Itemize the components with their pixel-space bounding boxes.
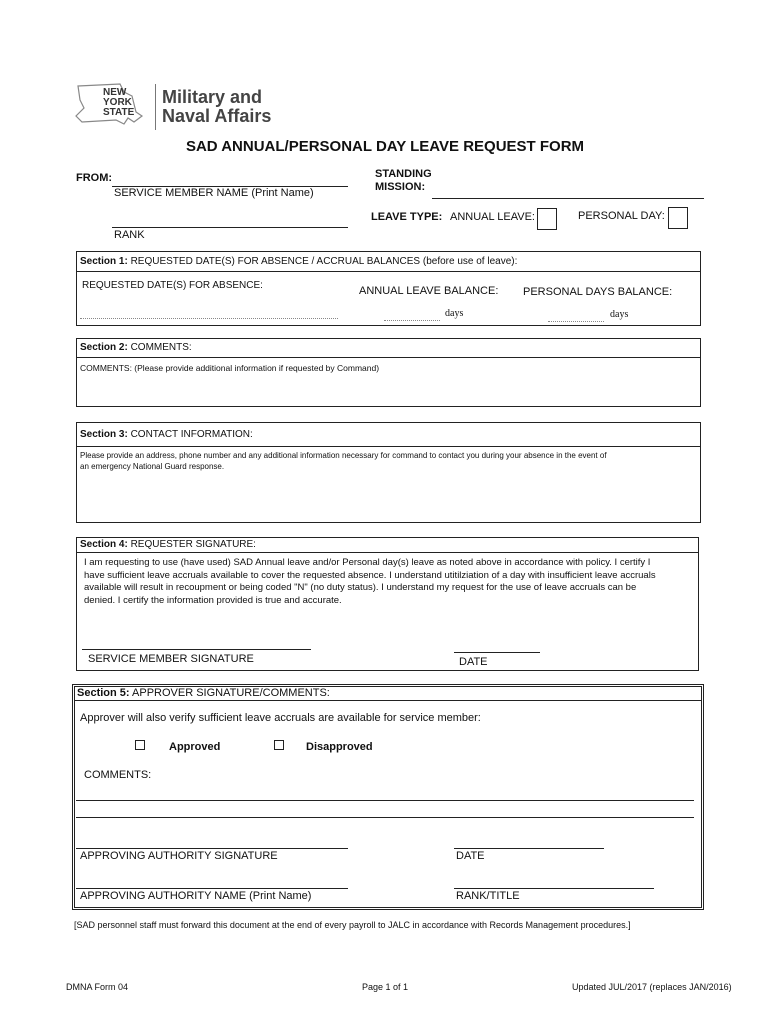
section-2-subtitle: COMMENTS:: [130, 342, 192, 353]
mission-label: MISSION:: [375, 181, 426, 193]
state-logo-line-2: YORK: [103, 97, 132, 108]
approver-comments-label: COMMENTS:: [84, 769, 152, 781]
agency-name: [162, 88, 271, 126]
standing-label: STANDING: [375, 168, 432, 180]
requested-dates-label: REQUESTED DATE(S) FOR ABSENCE:: [82, 280, 263, 291]
contact-instruction: [80, 450, 607, 472]
form-title: SAD ANNUAL/PERSONAL DAY LEAVE REQUEST FORM: [185, 138, 585, 155]
contact-instruction-line-2: an emergency National Guard response.: [80, 462, 225, 471]
section-5-subtitle: APPROVER SIGNATURE/COMMENTS:: [132, 687, 330, 699]
approving-authority-signature-caption: APPROVING AUTHORITY SIGNATURE: [80, 850, 278, 862]
section-5-title: Section 5:: [77, 687, 130, 699]
approved-label: Approved: [169, 741, 221, 753]
annual-leave-balance-field[interactable]: [384, 320, 440, 321]
section-3-heading: [80, 429, 253, 440]
section-3-subtitle: CONTACT INFORMATION:: [130, 429, 253, 440]
section-2-heading: [80, 342, 192, 353]
annual-leave-checkbox[interactable]: [537, 208, 557, 230]
section-4-subtitle: REQUESTER SIGNATURE:: [130, 539, 256, 550]
service-member-signature-line[interactable]: [82, 649, 311, 650]
state-logo-line-3: STATE: [103, 107, 135, 118]
from-label: FROM:: [76, 172, 113, 184]
personal-days-balance-field[interactable]: [548, 321, 604, 322]
certification-line-4: denied. I certify the information provided is true and accurate.: [84, 594, 342, 606]
leave-type-label: LEAVE TYPE:: [371, 211, 443, 223]
approving-authority-signature-line[interactable]: [76, 848, 348, 849]
comments-instruction: COMMENTS: (Please provide additional information if requested by Command): [80, 363, 380, 373]
state-logo-text: [103, 88, 134, 118]
certification-text: [84, 557, 656, 607]
section-1-heading: [80, 256, 517, 267]
requester-date-caption: DATE: [459, 656, 488, 668]
annual-leave-balance-label: ANNUAL LEAVE BALANCE:: [359, 285, 499, 297]
approver-verify-text: Approver will also verify sufficient leave accruals are available for service member:: [80, 712, 481, 724]
personal-days-balance-label: PERSONAL DAYS BALANCE:: [523, 286, 673, 298]
rank-title-caption: RANK/TITLE: [456, 890, 520, 902]
approving-authority-name-line[interactable]: [76, 888, 348, 889]
rank-line[interactable]: [112, 227, 348, 228]
section-1-title: Section 1:: [80, 256, 128, 267]
rank-caption: RANK: [114, 229, 145, 241]
approved-checkbox[interactable]: [135, 740, 145, 750]
agency-name-line-1: Military and: [162, 87, 263, 107]
personal-days-unit: days: [610, 309, 629, 320]
disapproved-checkbox[interactable]: [274, 740, 284, 750]
standing-mission-line[interactable]: [432, 198, 704, 199]
certification-line-1: I am requesting to use (have used) SAD Annual leave and/or Personal day(s) leave as noted above in accordance with policy. I certify I: [84, 557, 651, 568]
service-member-name-caption: SERVICE MEMBER NAME (Print Name): [114, 187, 314, 199]
requested-dates-field[interactable]: [80, 318, 338, 319]
contact-instruction-line-1: Please provide an address, phone number and any additional information necessary for command to contact you during your absence in the event of: [80, 451, 607, 460]
agency-name-line-2: Naval Affairs: [162, 106, 272, 126]
section-4-heading: [80, 539, 256, 550]
logo-divider: [155, 84, 156, 130]
requester-date-line[interactable]: [454, 652, 540, 653]
section-1-subtitle: REQUESTED DATE(S) FOR ABSENCE / ACCRUAL BALANCES (before use of leave):: [130, 256, 518, 267]
personal-day-label: PERSONAL DAY:: [578, 210, 665, 222]
section-5-heading: [77, 687, 330, 699]
approver-comments-line-2[interactable]: [76, 817, 694, 818]
updated-date: Updated JUL/2017 (replaces JAN/2016): [572, 982, 732, 992]
certification-line-3: available will result in recoupment or being coded "N" (no duty status). I understand my request for the use of leave accruals can be: [84, 582, 637, 593]
records-note: [SAD personnel staff must forward this document at the end of every payroll to JALC in accordance with Records Management procedures.]: [74, 920, 631, 930]
state-logo-line-1: NEW: [103, 87, 127, 98]
annual-days-unit: days: [445, 308, 464, 319]
rank-title-line[interactable]: [454, 888, 654, 889]
page-number: Page 1 of 1: [362, 982, 409, 992]
approving-authority-name-caption: APPROVING AUTHORITY NAME (Print Name): [80, 890, 312, 902]
section-3-title: Section 3:: [80, 429, 128, 440]
approver-date-line[interactable]: [454, 848, 604, 849]
certification-line-2: have sufficient leave accruals available to cover the requested absence. I understand utitilziation of a day with insufficient leave accruals: [84, 569, 656, 581]
disapproved-label: Disapproved: [306, 741, 373, 753]
service-member-signature-caption: SERVICE MEMBER SIGNATURE: [88, 653, 254, 665]
annual-leave-label: ANNUAL LEAVE:: [450, 211, 535, 223]
form-number: DMNA Form 04: [66, 982, 129, 992]
section-2-title: Section 2:: [80, 342, 128, 353]
personal-day-checkbox[interactable]: [668, 207, 688, 229]
section-4-title: Section 4:: [80, 539, 128, 550]
approver-comments-line-1[interactable]: [76, 800, 694, 801]
approver-date-caption: DATE: [456, 850, 485, 862]
